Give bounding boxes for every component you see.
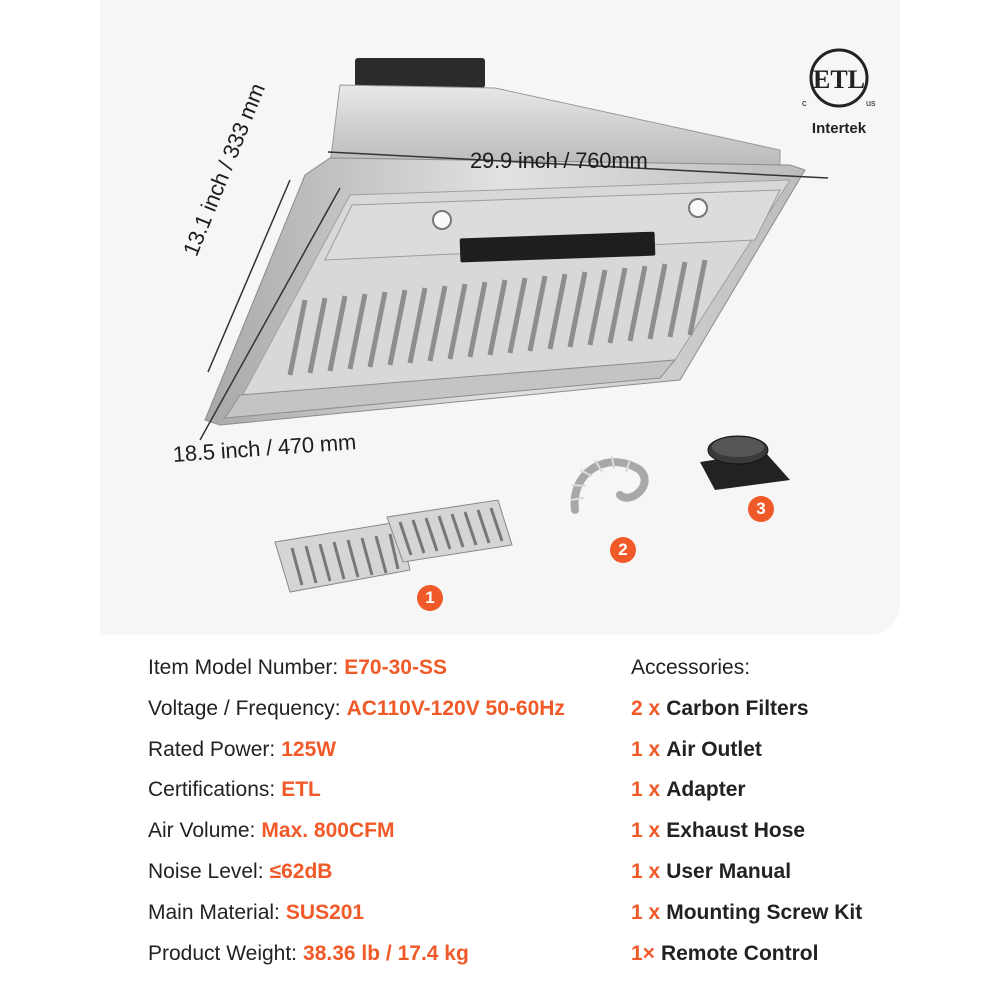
accessory-badge-1: 1: [417, 585, 443, 611]
spec-value: ETL: [281, 778, 321, 802]
spec-voltage: [148, 693, 565, 734]
light-right-icon: [689, 199, 707, 217]
light-left-icon: [433, 211, 451, 229]
accessory-qty: 1 x: [631, 737, 661, 761]
accessories-title: Accessories:: [631, 656, 751, 679]
accessory-name: Carbon Filters: [666, 696, 809, 720]
accessory-qty: 2 x: [631, 696, 661, 720]
etl-letters: ETL: [812, 65, 866, 94]
etl-mark-icon: [794, 40, 884, 120]
spec-label: Product Weight:: [148, 941, 298, 965]
etl-us-mark: us: [866, 98, 876, 108]
accessory-item: [631, 897, 862, 938]
product-hero: [100, 0, 900, 635]
spec-value: 125W: [281, 737, 337, 761]
accessory-badge-3: 3: [748, 496, 774, 522]
spec-weight: [148, 938, 565, 979]
intertek-label: Intertek: [811, 120, 867, 137]
spec-air-volume: [148, 815, 565, 856]
spec-power: [148, 734, 565, 775]
spec-list: [148, 652, 565, 978]
spec-label: Air Volume:: [148, 819, 256, 843]
spec-label: Voltage / Frequency:: [148, 696, 341, 720]
spec-label: Noise Level:: [148, 859, 264, 883]
spec-material: [148, 897, 565, 938]
accessory-item: [631, 815, 862, 856]
carbon-filter-1: [275, 522, 410, 592]
accessory-item: [631, 774, 862, 815]
accessory-item: [631, 693, 862, 734]
range-hood-illustration: [100, 0, 900, 635]
accessory-qty: 1 x: [631, 900, 661, 924]
etl-c-mark: c: [802, 98, 807, 108]
carbon-filter-2: [387, 500, 512, 562]
spec-value: 38.36 lb / 17.4 kg: [303, 941, 469, 965]
accessory-qty: 1×: [631, 941, 655, 965]
air-outlet-adapter: [700, 436, 790, 490]
spec-certifications: [148, 774, 565, 815]
spec-label: Main Material:: [148, 900, 280, 924]
depth-dimension: 18.5 inch / 470 mm: [172, 429, 357, 467]
accessory-name: User Manual: [666, 859, 792, 883]
accessory-item: [631, 856, 862, 897]
accessory-qty: 1 x: [631, 819, 661, 843]
accessory-name: Exhaust Hose: [666, 819, 806, 843]
accessory-name: Adapter: [666, 778, 746, 802]
accessory-name: Remote Control: [660, 941, 819, 965]
accessory-item: [631, 938, 862, 979]
spec-label: Certifications:: [148, 778, 276, 802]
accessory-badge-2: 2: [610, 537, 636, 563]
spec-value: E70-30-SS: [344, 656, 447, 679]
spec-label: Item Model Number:: [148, 656, 339, 679]
spec-noise: [148, 856, 565, 897]
height-dimension: 13.1 inch / 333 mm: [178, 79, 270, 260]
etl-certification-logo: [794, 40, 884, 140]
width-dimension: 29.9 inch / 760mm: [470, 148, 648, 173]
accessory-qty: 1 x: [631, 778, 661, 802]
spec-value: AC110V-120V 50-60Hz: [346, 696, 565, 720]
accessory-name: Mounting Screw Kit: [666, 900, 863, 924]
spec-label: Rated Power:: [148, 737, 276, 761]
spec-value: ≤62dB: [269, 859, 333, 883]
accessories-list: [631, 652, 862, 978]
spec-value: Max. 800CFM: [261, 819, 395, 843]
spec-model: [148, 652, 565, 693]
spec-value: SUS201: [285, 900, 365, 924]
accessory-qty: 1 x: [631, 859, 661, 883]
accessory-item: [631, 734, 862, 775]
duct-collar: [355, 58, 485, 88]
accessory-name: Air Outlet: [666, 737, 762, 761]
